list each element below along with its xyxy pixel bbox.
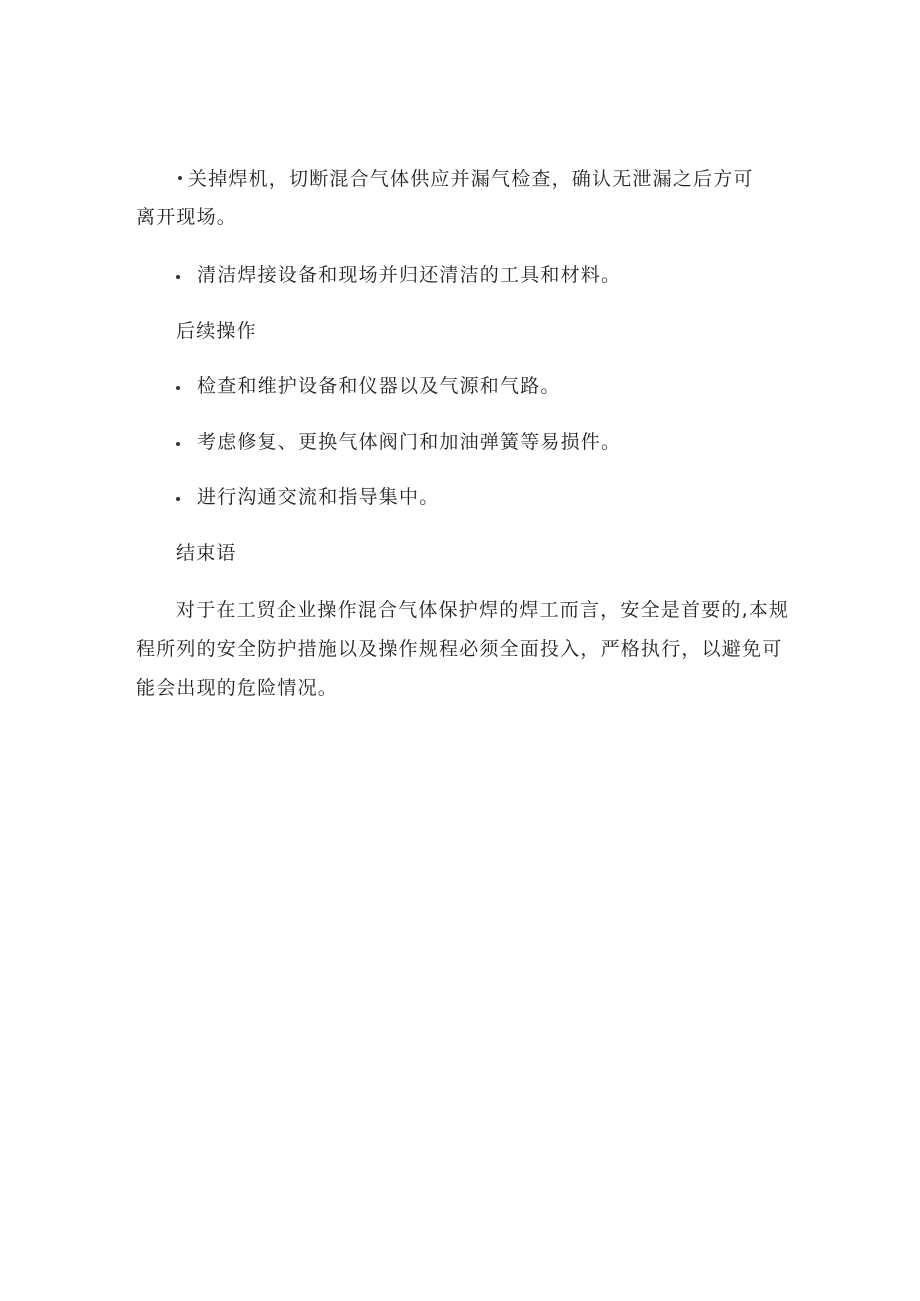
bullet-dot [178,176,182,180]
bullet-item-clean: 清洁焊接设备和现场并归还清洁的工具和材料。 [197,264,622,286]
bullet-dot [176,386,180,390]
bullet-dot [176,497,180,501]
conclusion-paragraph-line: 对于在工贸企业操作混合气体保护焊的焊工而言，安全是首要的,本规 [176,599,790,621]
conclusion-paragraph-line: 能会出现的危险情况。 [136,677,339,699]
bullet-item-turn-off-welder [178,166,754,192]
followup-item: 进行沟通交流和指导集中。 [197,486,440,508]
followup-item: 检查和维护设备和仪器以及气源和气路。 [197,375,561,397]
bullet-text: 关掉焊机，切断混合气体供应并漏气检查，确认无泄漏之后方可 [188,168,754,190]
bullet-dot [176,442,180,446]
bullet-text-continuation: 离开现场。 [136,206,238,228]
conclusion-paragraph-line: 程所列的安全防护措施以及操作规程必须全面投入，严格执行，以避免可 [136,638,783,660]
section-heading-conclusion: 结束语 [176,542,237,564]
followup-item: 考虑修复、更换气体阀门和加油弹簧等易损件。 [197,431,622,453]
bullet-dot [176,275,180,279]
section-heading-followup: 后续操作 [176,320,257,342]
